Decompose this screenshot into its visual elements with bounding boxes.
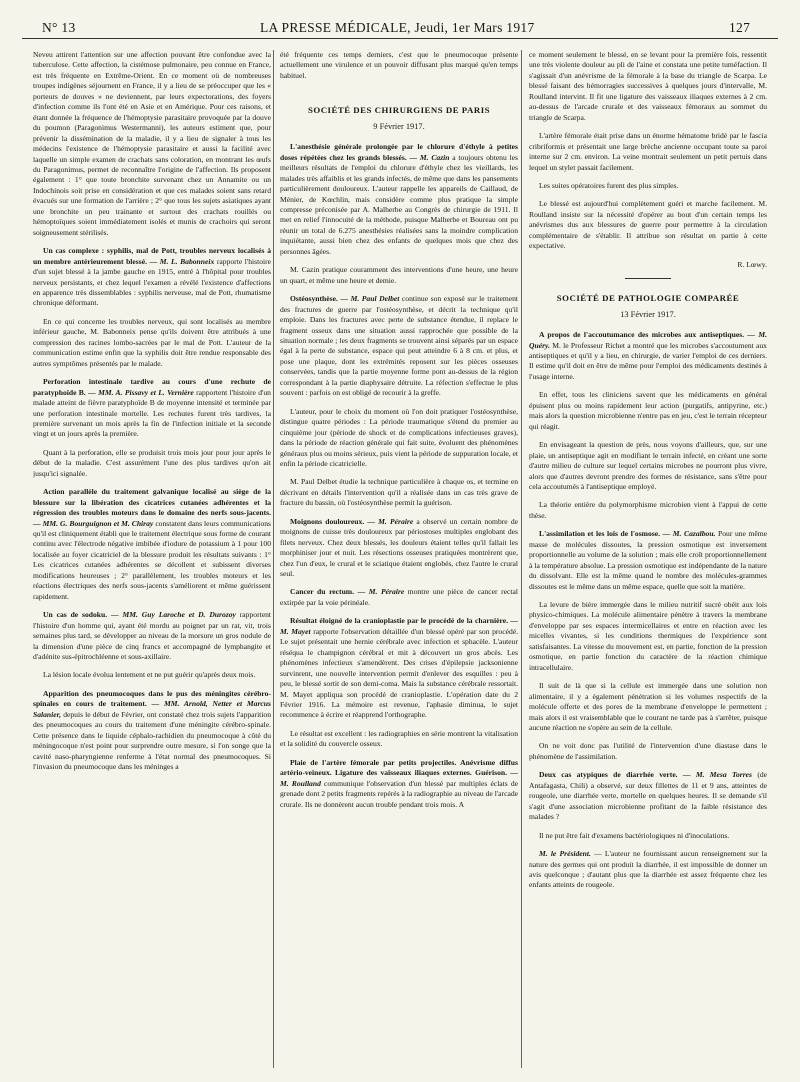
article-title: Cancer du rectum. (290, 587, 355, 597)
article-author: — M. Cazin (409, 152, 450, 162)
article-title: Perforation intestinale tardive au cours d'une rechute de paratyphoïde B. (33, 377, 271, 397)
paragraph: M. Paul Delbet étudie la technique particulière à chaque os, et termine en décrivant en détails l'intervention qu'il a réalisée dans un cas très grave de fracture du bassin, où l'ostéosynthèse permit la guérison. (280, 477, 518, 508)
article-author: — M. Mayet (280, 616, 518, 636)
article-body: rapportent l'histoire d'un malade atteint de fièvre paratyphoïde B de moyenne intensité et terminée par une perforation intestinale mortelle. Les rechutes furent très tardives, la première survenant un mois après la fin de l'infection initiale et la seconde vingt et un jours après la première. (33, 387, 271, 439)
paragraph: Neveu attirent l'attention sur une affection pouvant être confondue avec la tuberculose. Cette affection, la cistémose pulmonaire, peu connue en France, est très fréquente en Extrême-Orient. En ce moment où de nombreuses troupes indigènes séjournent en France, il y a lieu de se préoccuper que les « porteurs de douves » ne deviennent, par leurs expectorations, des foyers d'infection comme ils l'ont été en Asie et en Amérique. Pour ces raisons, et étant donnée la fréquence de l'hémoptysie parasitaire provoquée par la douve du poumon (Paragonimus Westermanni), les auteurs estiment que, pour prévenir la dissémination de la maladie, il y a lieu de signaler à tous les médecins l'existence de l'hémoptysie parasitaire et aussi la facilité avec laquelle un simple examen de crachats sans coloration, en montrant les œufs du Paragonimus, permet de reconnaître l'origine de l'affection. Ils proposent également : 1° que toute bronchite survenant chez un Annamite ou un Indochinois soit prise en considération et que ces malades soient sans retard évacués sur une formation de l'arrière ; 2° que tous les sujets asiatiques ayant une bronchite un peu trainante et surtout des crachats rouillés ou hémoptoïques soient immédiatement isolés et munis de crachoirs qui seront soigneusement stérilisés. (33, 50, 271, 237)
article-entry (33, 377, 271, 440)
article-entry (280, 758, 518, 810)
paragraph: En ce qui concerne les troubles nerveux, qui sont localisés au membre inférieur gauche, M. Babonneix pense qu'ils doivent être attribués à une compression des racines lombo-sacrées par le mal de Pott. L'auteur de la communication estime enfin que la syphilis doit être rendue responsable des autres symptômes présentés par le malade. (33, 316, 271, 368)
article-title: Résultat éloigné de la cranioplastie par le procédé de la charnière. (290, 616, 508, 626)
paragraph: Le résultat est excellent : les radiographies en série montrent la vitalisation et la solidité du couvercle osseux. (280, 728, 518, 749)
article-title: Deux cas atypiques de diarrhée verte. (539, 770, 678, 780)
speaker: M. le Président. (539, 849, 591, 859)
paragraph: Il ne put être fait d'examens bactériologiques ni d'inoculations. (539, 830, 730, 840)
paragraph: Le blessé est aujourd'hui complètement guéri et marche facilement. M. Roulland insiste sur la nécessité d'opérer au bout d'un certain temps les anévrismes dus aux blessures de guerre pour permettre à la circulation complémentaire de s'établir. Il attribue son résultat en partie à cette expectative. (529, 199, 767, 251)
article-author: — MM. G. Bourguignon et M. Chiray (33, 518, 154, 528)
article-entry (33, 610, 271, 662)
page-number: 127 (729, 20, 751, 35)
article-author: — M. Péraire (357, 587, 405, 597)
paragraph: Il suit de là que si la cellule est immergée dans une solution non alimentaire, il y a également pénétration si les volumes respectifs de la molécule offerte et des pores de la membrane d'enveloppe le permettent ; mais alors il est vraisemblable que le courant ne tarde pas à s'arrêter, puisque aucune réaction ne s'opère au sein de la cellule. (529, 681, 767, 733)
article-title: L'assimilation et les lois de l'osmose. (539, 529, 661, 539)
article-body: — L'auteur ne fournissant aucun renseignement sur la nature des germes qui ont produit la diarrhée, il est impossible de donner un avis quelconque ; d'autant plus que la diarrhée est assez fréquente chez les enfants atteints de rougeole. (529, 849, 767, 890)
paragraph: Quant à la perforation, elle se produisit trois mois jour pour jour après le début de la maladie. C'est assurément l'une des plus tardives qu'on ait jusqu'ici signalée. (33, 447, 271, 478)
column-right (529, 50, 767, 1070)
article-body: communique l'observation d'un blessé par multiples éclats de grenade dont 2 petits fragments repérés à la radiographie au niveau de l'arcade crurale. Ils ne donnèrent aucun trouble pendant trois mois. A (280, 778, 518, 809)
article-body: rapportent l'histoire d'un homme qui, ayant été mordu au poignet par un rat, vit, trois semaines plus tard, se développer au niveau de la morsure un gros nodule de la dimension d'une pièce de cinq francs et accompagné de lymphangite et d'adénite sus-épitrochléenne et sous-axillaire. (33, 610, 271, 662)
paragraph: La lésion locale évolua lentement et ne put guérir qu'après deux mois. (43, 670, 256, 680)
paragraph: ce moment seulement le blessé, en se levant pour la première fois, ressentit une très violente douleur au pli de l'aine et constata une petite tuméfaction. Il s'agissait d'un anévrisme de la fémorale à la base du triangle de Scarpa. Le blessé faisant des hémorragies successives à quelques jours d'intervalle, M. Roulland intervint. Il fit une ligature des vaisseaux iliaques externes à 2 cm. au-dessus de l'arcade crurale et des vaisseaux fémoraux au sommet du triangle de Scarpa. (529, 50, 767, 122)
article-body: a toujours obtenu les meilleurs résultats de l'emploi du chlorure d'éthyle chez les vieillards, les malades très affaiblis et les grands infectés, de même que dans les pansements particulièrement douloureux. L'auteur rappelle les appareils de Caillaud, de Ménier, de Kœchlin, mais considère comme plus pratique la simple compresse préconisée par A. Malherbe au Congrès de chirurgie de 1911. Il met en relief l'innocuité de la méthode, puisque Malherbe et Boureau ont pu réunir un total de 6.275 anesthésies réalisées sans la moindre complication inquiétante, aussi bien chez des enfants de quelques mois que chez des personnes âgées. (280, 152, 518, 256)
article-entry (33, 246, 271, 309)
article-entry (33, 487, 271, 602)
article-body: constatent dans leurs communications qu'il est cliniquement établi que le traitement électrique sous forme de courant continu avec l'électrode négative imbibée d'iodure de potassium à 1 pour 100 localisée au foyer cicatriciel de la blessure produit les résultats suivants : 1° Les cicatrices cutanées adhérentes se décollent et subissent diverses modifications heureuses ; 2° parallèlement, les troubles moteurs et les réactions électriques des nerfs sous-jacents s'améliorent et même guérissent rapidement. (33, 518, 271, 601)
article-author: — M. Péraire (367, 516, 414, 526)
paragraph: La théorie entière du polymorphisme microbien vient à l'appui de cette thèse. (529, 500, 767, 520)
article-entry (529, 529, 767, 592)
column-middle (280, 50, 518, 1070)
article-entry (280, 517, 518, 580)
paragraph: L'auteur, pour le choix du moment où l'on doit pratiquer l'ostéosynthèse, distingue quatre périodes : La période traumatique s'étend du premier au cinquième jour (période de shock et de complications infectieuses graves), dans la période de réaction générale qui fait suite, évoluent des phénomènes généraux plus ou moins sérieux, puis vient la période de suppuration locale, et enfin la période cicatricielle. (280, 406, 518, 468)
article-title: Ostéosynthèse. (290, 294, 338, 304)
article-body: continue son exposé sur le traitement des fractures de guerre par l'ostéosynthèse, et décrit la technique qu'il emploie. Dans les fractures avec perte de substance étendue, il replace le fragment osseux dans une situation aussi rapprochée que possible de la situation normale ; les deux fragments se trouvent ainsi séparés par un espace égal à la perte de substance, espace qui peut atteindre 6 à 8 cm. et plus, et pose une plaque, dont les extrémités reposent sur les pièces osseuses conservées, tandis que la partie moyenne forme pont au-dessus de la région correspondant à la partie diaphysaire détruite. La réfection s'effectue le plus souvent : parfois on est obligé de recourir à la greffe. (280, 294, 518, 398)
society-heading: SOCIÉTÉ DES CHIRURGIENS DE PARIS (307, 105, 491, 116)
article-author: — M. Cazalbou. (662, 529, 716, 539)
article-author: — MM. A. Pissavy et L. Vernière (88, 387, 194, 397)
article-title: Un cas de sodoku. (43, 610, 108, 620)
society-heading: SOCIÉTÉ DE PATHOLOGIE COMPARÉE (556, 293, 740, 304)
section-divider (625, 278, 671, 279)
article-body: Pour une même masse de molécules dissoutes, la pression osmotique est inversement proportionnelle au volume de la solution ; mais elle croît proportionnellement à la température absolue. La pression osmotique est indépendante de la nature du dissolvant. Elle est la même quand le nombre des molécules-grammes dissoutes est le même dans un même espace, quelle que soit la matière. (529, 529, 767, 591)
article-body: a observé un certain nombre de moignons de cuisse très douloureux par périostoses multiples englobant des filets nerveux. Chez deux blessés, les douleurs étaient telles qu'il fallait les morphiniser jour et nuit. Les résections osseuses pratiquées montrèrent que, chez l'un d'eux, le crural et le sciatique étaient englobés, chez l'autre le crural seul. (280, 516, 518, 579)
paragraph: En effet, tous les cliniciens savent que les médicaments en général épuisent plus ou moins rapidement leur action (purgatifs, antipyrine, etc.) mais alors la question microbienne n'entre pas en jeu, c'est le terrain récepteur qui réagit. (529, 390, 767, 431)
paragraph: M. Cazin pratique couramment des interventions d'une heure, une heure un quart, et même une heure et demie. (280, 265, 518, 285)
column-rule (273, 50, 274, 1068)
session-date: 13 Février 1917. (620, 309, 676, 319)
article-title: A propos de l'accoutumance des microbes aux antiseptiques. (539, 330, 745, 340)
article-author: — MM. Guy Laroche et D. Durozoy (111, 610, 236, 620)
paragraph: On ne voit donc pas l'utilité de l'intervention d'une diastase dans le phénomène de l'assimilation. (529, 741, 767, 761)
article-entry (280, 142, 518, 257)
journal-title: LA PRESSE MÉDICALE, Jeudi, 1er Mars 1917 (260, 20, 535, 35)
issue-number: N° 13 (42, 20, 76, 35)
paragraph: Les suites opératoires furent des plus simples. (539, 180, 679, 190)
article-body: rapporte l'observation détaillée d'un blessé opéré par son procédé. Le sujet présentait une hernie cérébrale avec infection et sphacèle. L'auteur réséqua le champignon cérébral et mit à découvert un gros abcès. Les phénomènes infectieux s'amendèrent. Des crises d'épilepsie jacksonienne survinrent, une nouvelle intervention permit d'enlever des esquilles : peu à peu, le blessé sortit de son demi-coma. Mais la substance cérébrale ressortait. M. Mayet appliqua son procédé de cranioplastie. L'opération date du 2 Février 1916. La mémoire est revenue, l'aphasie diminua, le sujet recommence à écrire et réapprend l'orthographe. (280, 626, 518, 720)
article-title: Un cas complexe : syphilis, mal de Pott, troubles nerveux localisés à un membre antérieurement blessé. (33, 246, 271, 266)
article-title: L'anesthésie générale prolongée par le chlorure d'éthyle à petites doses répétées chez les grands blessés. (280, 142, 518, 162)
article-body: rapporte l'histoire d'un sujet blessé à la jambe gauche en 1915, entré à l'hôpital pour troubles nerveux persistants, et chez lequel l'examen a révélé l'existence d'affections en apparence très dissemblables : syphilis nerveuse, mal de Pott, rhumatisme chronique déformant. (33, 256, 271, 308)
article-author: — M. Roulland (280, 768, 518, 788)
article-title: Apparition des pneumocoques dans le pus des méningites cérébro-spinales en cours de traitement. (33, 688, 271, 709)
article-body: (de Antafagasta, Chili) a observé, sur deux fillettes de 11 et 9 ans, atteintes de rougeole, une diarrhée verte, mortelle en quelques heures. Il se demande s'il s'agit d'une association microbienne profitant de la faible résistance des malades ? (529, 770, 767, 822)
article-title: Action parallèle du traitement galvanique localisé au siège de la blessure sur la libération des cicatrices cutanées adhérentes et la régression des troubles moteurs dans le domaine des nerfs sous-jacents. (33, 487, 271, 518)
page-header (22, 16, 778, 39)
column-left (33, 50, 271, 1070)
article-entry (280, 587, 518, 608)
article-entry (33, 689, 271, 773)
article-author: — M. Quéry. (529, 330, 767, 350)
column-rule (521, 50, 522, 1068)
paragraph: En envisageant la question de près, nous voyons d'ailleurs, que, sur une plaie, un antiseptique agit en modifiant le terrain infecté, en créant une sorte d'autre milieu de culture sur lequel certains microbes ne pourront plus vivre, alors que d'autres devront prendre des formes de résistance, sans s'être pour cela accoutumés à l'antiseptique employé. (529, 440, 767, 491)
article-entry (280, 616, 518, 721)
article-author: — M. Paul Delbet (340, 294, 400, 304)
article-body: M. le Professeur Richet a montré que les microbes s'accoutument aux antiseptiques et qu'il y a lieu, en chirurgie, de varier l'emploi de ces derniers. Il estime qu'il doit en être de même pour l'emploi des médicaments destinés à l'usage interne. (529, 340, 767, 381)
article-body: depuis le début de Février, ont constaté chez trois sujets l'apparition des pneumocoques au cours du traitement d'une méningite cérébro-spinale. Cette présence dans le liquide céphalo-rachidien du pneumocoque à côté du méningocoque n'est point pour surprendre outre mesure, si l'on songe que la cavité naso-pharyngienne renferme à l'état normal des pneumocoques. Si l'invasion du pneumocoque dans les méninges a (33, 709, 271, 772)
paragraph: L'artère fémorale était prise dans un énorme hématome bridé par le fascia cribriformis et présentait une large brèche ancienne occupant toute sa paroi interne sur 2 cm. environ. La veine montrait seulement un petit pertuis dans lequel un stylet passait facilement. (529, 131, 767, 172)
article-entry (529, 770, 767, 822)
article-author: — M. L. Babonneix (149, 256, 215, 266)
article-author: — M. Mesa Torres (682, 770, 752, 780)
session-date: 9 Février 1917. (373, 121, 425, 131)
article-author: — MM. Arnold, Netter et Marcus Salanier, (33, 699, 271, 719)
paragraph: La levure de bière immergée dans le milieu nutritif sucré obéit aux lois physico-chimiques. La molécule alimentaire pénètre à travers la membrane d'enveloppe par ses espaces intermicellaires et entre en réaction avec les micelles vivantes, si les conditions thermiques de l'expérience sont satisfaisantes. La vitesse du mouvement est, en partie, fonction de la pression osmotique, en partie fonction du caractère de la réaction chimique intracellulaire. (529, 600, 767, 672)
article-body: montre une pièce de cancer rectal extirpée par la voie périnéale. (280, 587, 518, 607)
article-entry (529, 330, 767, 382)
article-entry (280, 294, 518, 399)
signature: R. Lœwy. (737, 259, 767, 269)
paragraph (529, 849, 767, 891)
article-title: Moignons douloureux. (290, 516, 365, 526)
article-title: Plaie de l'artère fémorale par petits projectiles. Anévrisme diffus artério-veineux. Ligature des vaisseaux iliaques externes. Guérison. (280, 757, 518, 778)
paragraph: été fréquente ces temps derniers, c'est que le pneumocoque présente actuellement une virulence et un pouvoir diffusant plus marqué qu'en temps habituel. (280, 50, 518, 80)
